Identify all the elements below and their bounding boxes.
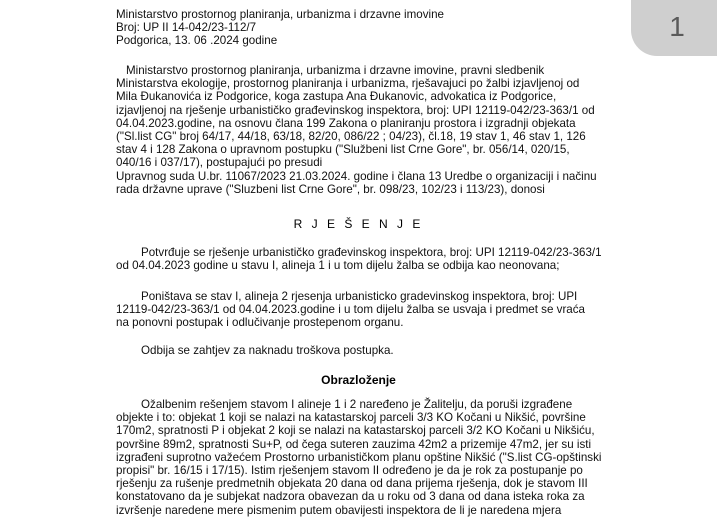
- page-number-badge: [631, 0, 717, 56]
- header-place-date: Podgorica, 13. 06 .2024 godine: [116, 34, 278, 48]
- text-line: Poništava se stav I, alineja 2 rjesenja urbanisticko gradevinskog inspektora, broj: UPI: [141, 290, 578, 303]
- text-line: na ponovni postupak i odlučivanje prostepenom organu.: [116, 316, 404, 330]
- reasoning-title: Obrazloženje: [321, 373, 396, 387]
- page-number: 1: [669, 11, 685, 42]
- document-header: [116, 8, 444, 48]
- text-line: izvršenje naredene mere pismenim putem obavijesti inspektora de li je naredena mjera: [116, 503, 562, 517]
- text-line: površine 89m2, spratnosti Su+P, od čega suteren zauzima 42m2 a prizemije 47m2, jer su isti: [116, 437, 592, 451]
- text-line: izjavljenoj na rješenje urbanističko građevinskog inspektora, broj: UPI 12119-042/23-363/1 od: [116, 103, 595, 117]
- header-case-number: Broj: UP II 14-042/23-112/7: [116, 21, 257, 35]
- text-line: Potvrđuje se rješenje urbanističko građevinskog inspektora, broj: UPI 12119-042/23-363/1: [141, 246, 602, 259]
- text-line: Upravnog suda U.br. 11067/2023 21.03.2024. godine i člana 13 Uredbe o organizaciji i načinu: [116, 169, 597, 183]
- text-line: Mila Đukanovića iz Podgorice, koga zastupa Ana Đukanovic, advokatica iz Podgorice,: [116, 90, 557, 104]
- text-line: rješenju za rušenje predmetnih objekata 20 dana od dana prijema rješenja, dok je stavom III: [116, 477, 588, 491]
- text-line: 040/16 i 037/17), postupajući po presudi: [116, 156, 323, 170]
- intro-paragraph: [116, 64, 626, 196]
- text-line: ("Sl.list CG" broj 64/17, 44/18, 63/18, 82/20, 086/22 ; 04/23), čl.18, 19 stav 1, 46 stav 1, 126: [116, 130, 586, 144]
- text-line: 12119-042/23-363/1 od 04.04.2023.godine i u tom dijelu žalba se usvaja i predmet se vraća: [116, 303, 586, 317]
- text-line: 170m2, spratnosti P i objekat 2 koji se nalazi na katastarskoj parceli 3/2 KO Kočani u Nikšiću,: [116, 424, 595, 438]
- text-line: Ožalbenim rešenjem stavom I alineje 1 i 2 naređeno je Žalitelju, da poruši izgrađene: [141, 398, 573, 411]
- text-line: Odbija se zahtjev za naknadu troškova postupka.: [141, 344, 394, 357]
- decision-point-1: [116, 246, 626, 272]
- text-line: objekte i to: objekat 1 koji se nalazi na katastarskoj parceli 3/3 KO Kočani u Nikšić, površine: [116, 411, 586, 425]
- decision-point-3: [141, 344, 394, 357]
- decision-title: R J E Š E N J E: [293, 217, 424, 231]
- text-line: konstatovano da je subjekat nadzora obavezan da u roku od 3 dana od dana isteka roka za: [116, 490, 585, 504]
- decision-point-2: [116, 290, 626, 330]
- text-line: Ministarstva ekologije, prostornog planiranja i urbanizma, rješavajuci po žalbi izjavljenoj od: [116, 77, 580, 91]
- text-line: Ministarstvo prostornog planiranja, urbanizma i drzavne imovine, pravni sledbenik: [126, 64, 545, 77]
- reasoning-paragraph: [116, 398, 626, 517]
- header-ministry: Ministarstvo prostornog planiranja, urbanizma i drzavne imovine: [116, 8, 444, 21]
- text-line: rada državne uprave ("Sluzbeni list Crne Gore", br. 098/23, 102/23 i 113/23), donosi: [116, 182, 545, 196]
- text-line: propisi" br. 16/15 i 17/15). Istim rješenjem stavom II određeno je da je rok za postupanje po: [116, 464, 583, 478]
- text-line: od 04.04.2023 godine u stavu I, alineja 1 i u tom dijelu žalba se odbija kao neonovana;: [116, 259, 560, 273]
- text-line: izgrađeni suprotno važećem Prostorno urbanističkom planu opštine Nikšić ("S.list CG-opštinski: [116, 450, 602, 464]
- text-line: stav 4 i 128 Zakona o upravnom postupku ("Službeni list Crne Gore", br. 056/14, 020/15,: [116, 143, 570, 157]
- text-line: 04.04.2023.godine, na osnovu člana 199 Zakona o planiranju prostora i izgradnji objekata: [116, 116, 576, 130]
